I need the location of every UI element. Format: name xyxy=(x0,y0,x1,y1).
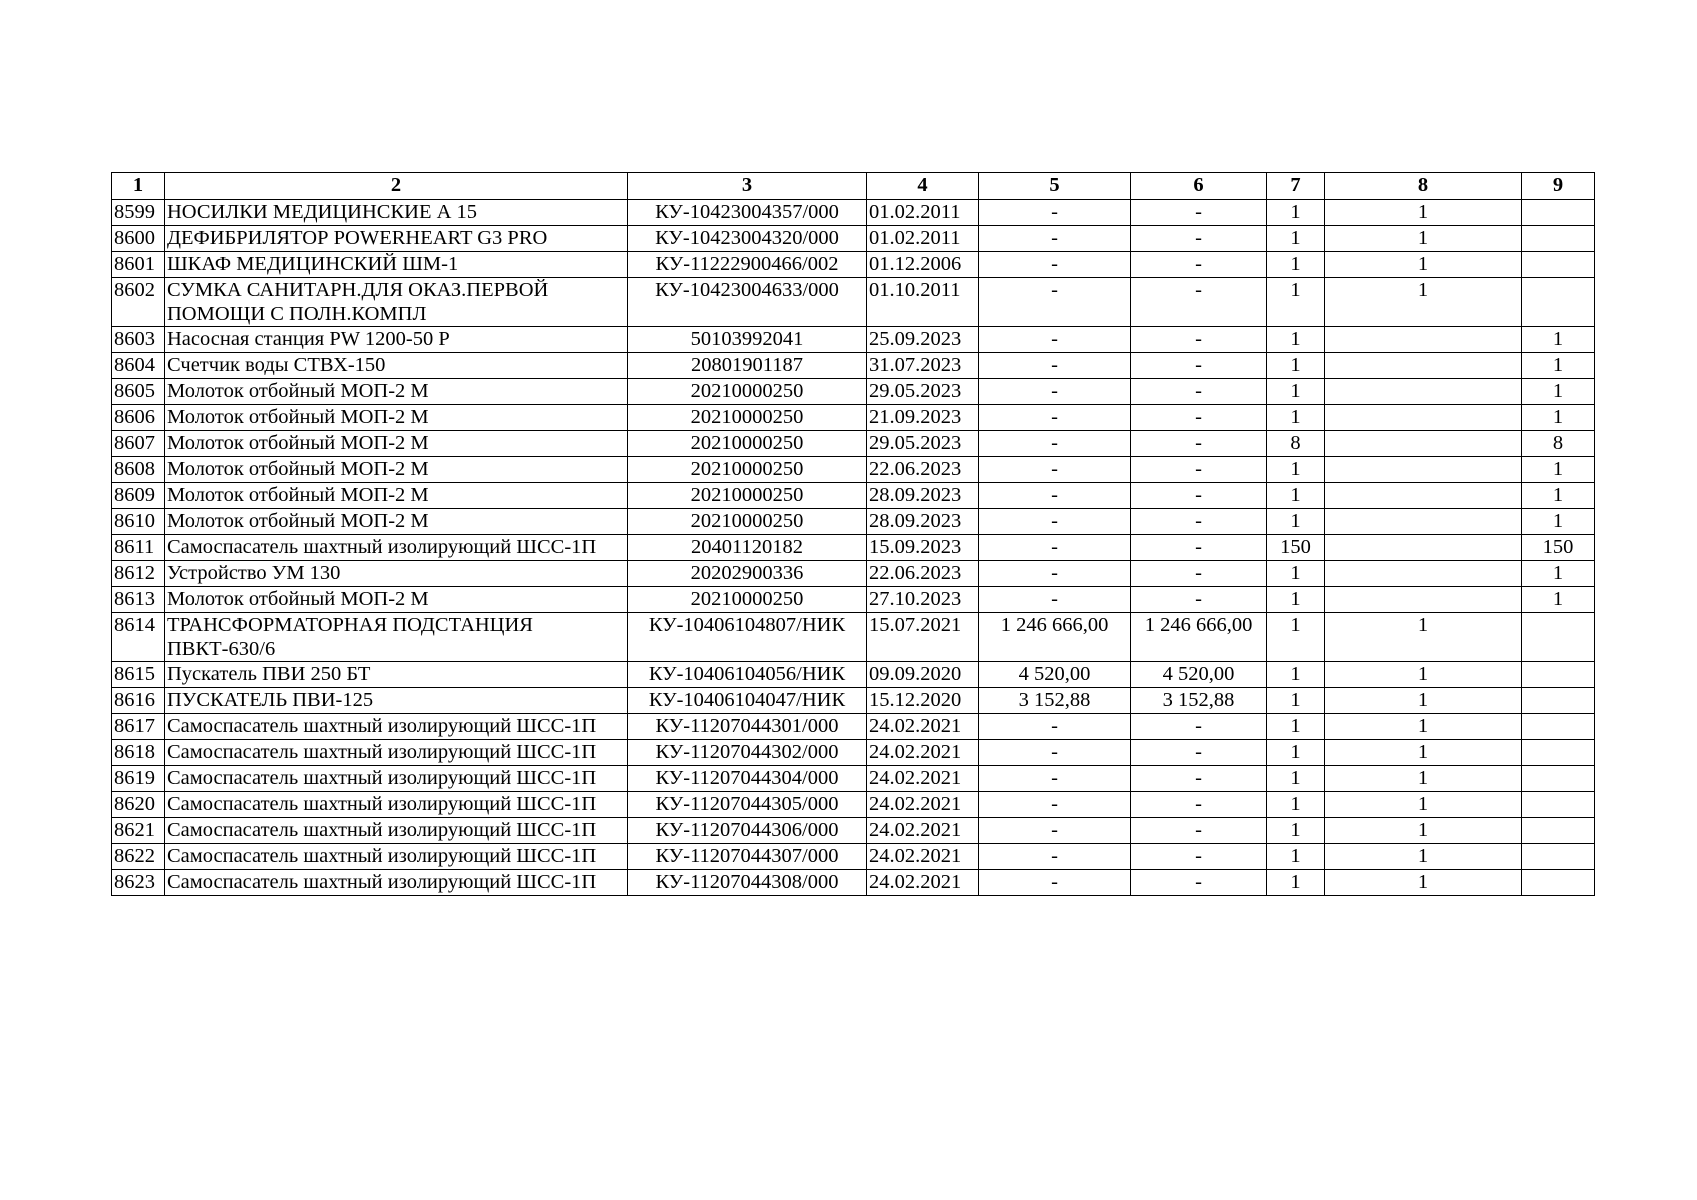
col6-value-cell: - xyxy=(1131,431,1267,457)
date-cell: 24.02.2021 xyxy=(867,766,979,792)
inventory-code-cell: 50103992041 xyxy=(628,327,867,353)
table-row xyxy=(112,200,1595,226)
inventory-code-cell: КУ-10423004357/000 xyxy=(628,200,867,226)
column-header: 4 xyxy=(867,173,979,200)
col5-value-cell: - xyxy=(979,327,1131,353)
col6-value-cell: - xyxy=(1131,327,1267,353)
col5-value-cell: - xyxy=(979,200,1131,226)
col7-qty-cell: 1 xyxy=(1267,613,1325,662)
inventory-code-cell: 20210000250 xyxy=(628,587,867,613)
item-name-cell: Устройство УМ 130 xyxy=(165,561,628,587)
col8-qty-cell: 1 xyxy=(1325,766,1522,792)
col9-qty-cell: 1 xyxy=(1522,379,1595,405)
date-cell: 29.05.2023 xyxy=(867,379,979,405)
item-name-cell: Молоток отбойный МОП-2 М xyxy=(165,587,628,613)
table-row xyxy=(112,740,1595,766)
column-header: 3 xyxy=(628,173,867,200)
item-name-cell: Молоток отбойный МОП-2 М xyxy=(165,509,628,535)
date-cell: 22.06.2023 xyxy=(867,561,979,587)
col5-value-cell: - xyxy=(979,457,1131,483)
date-cell: 15.12.2020 xyxy=(867,688,979,714)
inventory-code-cell: КУ-11207044302/000 xyxy=(628,740,867,766)
col9-qty-cell xyxy=(1522,844,1595,870)
col5-value-cell: - xyxy=(979,870,1131,896)
col7-qty-cell: 1 xyxy=(1267,200,1325,226)
col5-value-cell: - xyxy=(979,278,1131,327)
table-row xyxy=(112,766,1595,792)
item-name-cell: ПУСКАТЕЛЬ ПВИ-125 xyxy=(165,688,628,714)
col7-qty-cell: 1 xyxy=(1267,226,1325,252)
item-name-cell: Самоспасатель шахтный изолирующий ШСС-1П xyxy=(165,870,628,896)
table-row xyxy=(112,405,1595,431)
col9-qty-cell xyxy=(1522,792,1595,818)
row-number-cell: 8618 xyxy=(112,740,165,766)
col6-value-cell: - xyxy=(1131,587,1267,613)
col8-qty-cell xyxy=(1325,327,1522,353)
col6-value-cell: - xyxy=(1131,509,1267,535)
row-number-cell: 8604 xyxy=(112,353,165,379)
col5-value-cell: - xyxy=(979,252,1131,278)
table-row xyxy=(112,818,1595,844)
item-name-cell: Счетчик воды СТВХ-150 xyxy=(165,353,628,379)
col6-value-cell: - xyxy=(1131,844,1267,870)
row-number-cell: 8612 xyxy=(112,561,165,587)
table-row xyxy=(112,613,1595,662)
col6-value-cell: - xyxy=(1131,405,1267,431)
col9-qty-cell: 150 xyxy=(1522,535,1595,561)
item-name-cell: Молоток отбойный МОП-2 М xyxy=(165,431,628,457)
col7-qty-cell: 1 xyxy=(1267,509,1325,535)
column-header: 9 xyxy=(1522,173,1595,200)
inventory-code-cell: КУ-11207044308/000 xyxy=(628,870,867,896)
row-number-cell: 8619 xyxy=(112,766,165,792)
col8-qty-cell: 1 xyxy=(1325,792,1522,818)
col7-qty-cell: 1 xyxy=(1267,327,1325,353)
col9-qty-cell xyxy=(1522,278,1595,327)
col8-qty-cell: 1 xyxy=(1325,200,1522,226)
row-number-cell: 8620 xyxy=(112,792,165,818)
table-header-row xyxy=(112,173,1595,200)
table-row xyxy=(112,509,1595,535)
inventory-code-cell: КУ-11207044305/000 xyxy=(628,792,867,818)
col9-qty-cell: 1 xyxy=(1522,405,1595,431)
col7-qty-cell: 1 xyxy=(1267,688,1325,714)
col7-qty-cell: 1 xyxy=(1267,662,1325,688)
date-cell: 15.09.2023 xyxy=(867,535,979,561)
col5-value-cell: - xyxy=(979,535,1131,561)
col5-value-cell: - xyxy=(979,714,1131,740)
row-number-cell: 8607 xyxy=(112,431,165,457)
row-number-cell: 8601 xyxy=(112,252,165,278)
col9-qty-cell: 1 xyxy=(1522,561,1595,587)
col9-qty-cell: 1 xyxy=(1522,509,1595,535)
col8-qty-cell xyxy=(1325,405,1522,431)
col8-qty-cell xyxy=(1325,353,1522,379)
col8-qty-cell: 1 xyxy=(1325,714,1522,740)
inventory-code-cell: 20210000250 xyxy=(628,483,867,509)
col7-qty-cell: 1 xyxy=(1267,379,1325,405)
col5-value-cell: 4 520,00 xyxy=(979,662,1131,688)
inventory-code-cell: КУ-11222900466/002 xyxy=(628,252,867,278)
table-row xyxy=(112,714,1595,740)
column-header: 8 xyxy=(1325,173,1522,200)
item-name-cell: Пускатель ПВИ 250 БТ xyxy=(165,662,628,688)
table-row xyxy=(112,379,1595,405)
col8-qty-cell: 1 xyxy=(1325,818,1522,844)
table-row xyxy=(112,535,1595,561)
table-row xyxy=(112,688,1595,714)
inventory-code-cell: КУ-11207044304/000 xyxy=(628,766,867,792)
inventory-code-cell: КУ-11207044301/000 xyxy=(628,714,867,740)
row-number-cell: 8606 xyxy=(112,405,165,431)
inventory-code-cell: КУ-10406104047/НИК xyxy=(628,688,867,714)
col5-value-cell: - xyxy=(979,740,1131,766)
col5-value-cell: - xyxy=(979,226,1131,252)
item-name-cell: ДЕФИБРИЛЯТОР POWERHEART G3 PRO xyxy=(165,226,628,252)
col5-value-cell: - xyxy=(979,431,1131,457)
inventory-code-cell: КУ-11207044306/000 xyxy=(628,818,867,844)
table-row xyxy=(112,662,1595,688)
row-number-cell: 8613 xyxy=(112,587,165,613)
col7-qty-cell: 1 xyxy=(1267,792,1325,818)
col6-value-cell: - xyxy=(1131,457,1267,483)
row-number-cell: 8603 xyxy=(112,327,165,353)
col6-value-cell: - xyxy=(1131,379,1267,405)
date-cell: 27.10.2023 xyxy=(867,587,979,613)
date-cell: 28.09.2023 xyxy=(867,509,979,535)
col9-qty-cell: 1 xyxy=(1522,483,1595,509)
table-row xyxy=(112,327,1595,353)
date-cell: 24.02.2021 xyxy=(867,740,979,766)
col9-qty-cell xyxy=(1522,766,1595,792)
col8-qty-cell xyxy=(1325,379,1522,405)
col9-qty-cell xyxy=(1522,252,1595,278)
row-number-cell: 8610 xyxy=(112,509,165,535)
col7-qty-cell: 1 xyxy=(1267,766,1325,792)
col9-qty-cell xyxy=(1522,613,1595,662)
col7-qty-cell: 1 xyxy=(1267,278,1325,327)
col8-qty-cell: 1 xyxy=(1325,252,1522,278)
table-row xyxy=(112,353,1595,379)
col8-qty-cell xyxy=(1325,587,1522,613)
col7-qty-cell: 1 xyxy=(1267,818,1325,844)
col7-qty-cell: 1 xyxy=(1267,587,1325,613)
col8-qty-cell: 1 xyxy=(1325,226,1522,252)
column-header: 1 xyxy=(112,173,165,200)
col5-value-cell: 1 246 666,00 xyxy=(979,613,1131,662)
inventory-table xyxy=(111,172,1595,896)
date-cell: 24.02.2021 xyxy=(867,870,979,896)
col5-value-cell: - xyxy=(979,509,1131,535)
item-name-cell: НОСИЛКИ МЕДИЦИНСКИЕ А 15 xyxy=(165,200,628,226)
item-name-cell: ТРАНСФОРМАТОРНАЯ ПОДСТАНЦИЯ ПВКТ-630/6 xyxy=(165,613,628,662)
date-cell: 01.10.2011 xyxy=(867,278,979,327)
inventory-code-cell: 20210000250 xyxy=(628,431,867,457)
col6-value-cell: - xyxy=(1131,483,1267,509)
item-name-cell: Самоспасатель шахтный изолирующий ШСС-1П xyxy=(165,714,628,740)
col7-qty-cell: 150 xyxy=(1267,535,1325,561)
col8-qty-cell xyxy=(1325,535,1522,561)
inventory-code-cell: КУ-10406104807/НИК xyxy=(628,613,867,662)
col9-qty-cell: 1 xyxy=(1522,327,1595,353)
date-cell: 09.09.2020 xyxy=(867,662,979,688)
col7-qty-cell: 1 xyxy=(1267,844,1325,870)
col6-value-cell: - xyxy=(1131,818,1267,844)
inventory-code-cell: 20401120182 xyxy=(628,535,867,561)
column-header: 5 xyxy=(979,173,1131,200)
col8-qty-cell xyxy=(1325,483,1522,509)
date-cell: 29.05.2023 xyxy=(867,431,979,457)
row-number-cell: 8615 xyxy=(112,662,165,688)
col9-qty-cell xyxy=(1522,818,1595,844)
date-cell: 25.09.2023 xyxy=(867,327,979,353)
row-number-cell: 8623 xyxy=(112,870,165,896)
col8-qty-cell: 1 xyxy=(1325,844,1522,870)
col7-qty-cell: 1 xyxy=(1267,252,1325,278)
col5-value-cell: - xyxy=(979,483,1131,509)
inventory-code-cell: 20202900336 xyxy=(628,561,867,587)
date-cell: 24.02.2021 xyxy=(867,844,979,870)
row-number-cell: 8617 xyxy=(112,714,165,740)
column-header: 2 xyxy=(165,173,628,200)
col5-value-cell: - xyxy=(979,766,1131,792)
col7-qty-cell: 1 xyxy=(1267,870,1325,896)
col5-value-cell: - xyxy=(979,792,1131,818)
item-name-cell: Самоспасатель шахтный изолирующий ШСС-1П xyxy=(165,792,628,818)
item-name-cell: Молоток отбойный МОП-2 М xyxy=(165,405,628,431)
col9-qty-cell: 1 xyxy=(1522,353,1595,379)
col9-qty-cell xyxy=(1522,870,1595,896)
col5-value-cell: - xyxy=(979,818,1131,844)
col8-qty-cell: 1 xyxy=(1325,613,1522,662)
col7-qty-cell: 1 xyxy=(1267,561,1325,587)
date-cell: 31.07.2023 xyxy=(867,353,979,379)
col6-value-cell: - xyxy=(1131,714,1267,740)
col6-value-cell: - xyxy=(1131,766,1267,792)
col8-qty-cell xyxy=(1325,509,1522,535)
col5-value-cell: 3 152,88 xyxy=(979,688,1131,714)
table-row xyxy=(112,278,1595,327)
inventory-code-cell: 20210000250 xyxy=(628,379,867,405)
col6-value-cell: - xyxy=(1131,226,1267,252)
col8-qty-cell: 1 xyxy=(1325,688,1522,714)
row-number-cell: 8599 xyxy=(112,200,165,226)
date-cell: 24.02.2021 xyxy=(867,818,979,844)
inventory-code-cell: КУ-11207044307/000 xyxy=(628,844,867,870)
table-row xyxy=(112,870,1595,896)
col7-qty-cell: 1 xyxy=(1267,405,1325,431)
item-name-cell: Молоток отбойный МОП-2 М xyxy=(165,379,628,405)
date-cell: 01.02.2011 xyxy=(867,200,979,226)
table-row xyxy=(112,792,1595,818)
row-number-cell: 8600 xyxy=(112,226,165,252)
inventory-code-cell: КУ-10423004633/000 xyxy=(628,278,867,327)
col6-value-cell: - xyxy=(1131,252,1267,278)
row-number-cell: 8602 xyxy=(112,278,165,327)
date-cell: 24.02.2021 xyxy=(867,792,979,818)
col7-qty-cell: 1 xyxy=(1267,457,1325,483)
col5-value-cell: - xyxy=(979,379,1131,405)
table-row xyxy=(112,561,1595,587)
col8-qty-cell: 1 xyxy=(1325,740,1522,766)
col6-value-cell: 3 152,88 xyxy=(1131,688,1267,714)
col5-value-cell: - xyxy=(979,587,1131,613)
col7-qty-cell: 1 xyxy=(1267,714,1325,740)
col8-qty-cell: 1 xyxy=(1325,278,1522,327)
col9-qty-cell: 1 xyxy=(1522,587,1595,613)
inventory-code-cell: 20210000250 xyxy=(628,457,867,483)
col9-qty-cell xyxy=(1522,226,1595,252)
col5-value-cell: - xyxy=(979,405,1131,431)
table-body xyxy=(112,200,1595,896)
date-cell: 28.09.2023 xyxy=(867,483,979,509)
inventory-code-cell: 20210000250 xyxy=(628,405,867,431)
date-cell: 22.06.2023 xyxy=(867,457,979,483)
item-name-cell: Самоспасатель шахтный изолирующий ШСС-1П xyxy=(165,818,628,844)
col7-qty-cell: 1 xyxy=(1267,740,1325,766)
item-name-cell: Насосная станция PW 1200-50 P xyxy=(165,327,628,353)
table-row xyxy=(112,457,1595,483)
row-number-cell: 8614 xyxy=(112,613,165,662)
item-name-cell: Самоспасатель шахтный изолирующий ШСС-1П xyxy=(165,535,628,561)
col7-qty-cell: 1 xyxy=(1267,483,1325,509)
col8-qty-cell: 1 xyxy=(1325,870,1522,896)
item-name-cell: Молоток отбойный МОП-2 М xyxy=(165,483,628,509)
inventory-code-cell: 20210000250 xyxy=(628,509,867,535)
item-name-cell: Самоспасатель шахтный изолирующий ШСС-1П xyxy=(165,740,628,766)
col9-qty-cell: 8 xyxy=(1522,431,1595,457)
col9-qty-cell xyxy=(1522,662,1595,688)
col8-qty-cell xyxy=(1325,431,1522,457)
col6-value-cell: - xyxy=(1131,535,1267,561)
col6-value-cell: - xyxy=(1131,792,1267,818)
row-number-cell: 8611 xyxy=(112,535,165,561)
col7-qty-cell: 1 xyxy=(1267,353,1325,379)
table-row xyxy=(112,587,1595,613)
date-cell: 21.09.2023 xyxy=(867,405,979,431)
col6-value-cell: 1 246 666,00 xyxy=(1131,613,1267,662)
col9-qty-cell xyxy=(1522,740,1595,766)
col6-value-cell: - xyxy=(1131,740,1267,766)
row-number-cell: 8608 xyxy=(112,457,165,483)
column-header: 7 xyxy=(1267,173,1325,200)
table-row xyxy=(112,252,1595,278)
col5-value-cell: - xyxy=(979,844,1131,870)
col6-value-cell: - xyxy=(1131,561,1267,587)
col8-qty-cell xyxy=(1325,457,1522,483)
row-number-cell: 8621 xyxy=(112,818,165,844)
col6-value-cell: 4 520,00 xyxy=(1131,662,1267,688)
row-number-cell: 8622 xyxy=(112,844,165,870)
col6-value-cell: - xyxy=(1131,200,1267,226)
date-cell: 15.07.2021 xyxy=(867,613,979,662)
date-cell: 24.02.2021 xyxy=(867,714,979,740)
column-header: 6 xyxy=(1131,173,1267,200)
item-name-cell: Самоспасатель шахтный изолирующий ШСС-1П xyxy=(165,844,628,870)
col9-qty-cell xyxy=(1522,200,1595,226)
item-name-cell: Самоспасатель шахтный изолирующий ШСС-1П xyxy=(165,766,628,792)
row-number-cell: 8609 xyxy=(112,483,165,509)
col8-qty-cell: 1 xyxy=(1325,662,1522,688)
inventory-code-cell: 20801901187 xyxy=(628,353,867,379)
col5-value-cell: - xyxy=(979,353,1131,379)
item-name-cell: СУМКА САНИТАРН.ДЛЯ ОКАЗ.ПЕРВОЙ ПОМОЩИ С ПОЛН.КОМПЛ xyxy=(165,278,628,327)
table-row xyxy=(112,483,1595,509)
date-cell: 01.02.2011 xyxy=(867,226,979,252)
table-row xyxy=(112,431,1595,457)
col6-value-cell: - xyxy=(1131,278,1267,327)
item-name-cell: ШКАФ МЕДИЦИНСКИЙ ШМ-1 xyxy=(165,252,628,278)
row-number-cell: 8605 xyxy=(112,379,165,405)
inventory-code-cell: КУ-10406104056/НИК xyxy=(628,662,867,688)
col9-qty-cell: 1 xyxy=(1522,457,1595,483)
col9-qty-cell xyxy=(1522,688,1595,714)
table-row xyxy=(112,844,1595,870)
col7-qty-cell: 8 xyxy=(1267,431,1325,457)
inventory-code-cell: КУ-10423004320/000 xyxy=(628,226,867,252)
row-number-cell: 8616 xyxy=(112,688,165,714)
item-name-cell: Молоток отбойный МОП-2 М xyxy=(165,457,628,483)
date-cell: 01.12.2006 xyxy=(867,252,979,278)
table-row xyxy=(112,226,1595,252)
col9-qty-cell xyxy=(1522,714,1595,740)
col8-qty-cell xyxy=(1325,561,1522,587)
col5-value-cell: - xyxy=(979,561,1131,587)
col6-value-cell: - xyxy=(1131,353,1267,379)
col6-value-cell: - xyxy=(1131,870,1267,896)
